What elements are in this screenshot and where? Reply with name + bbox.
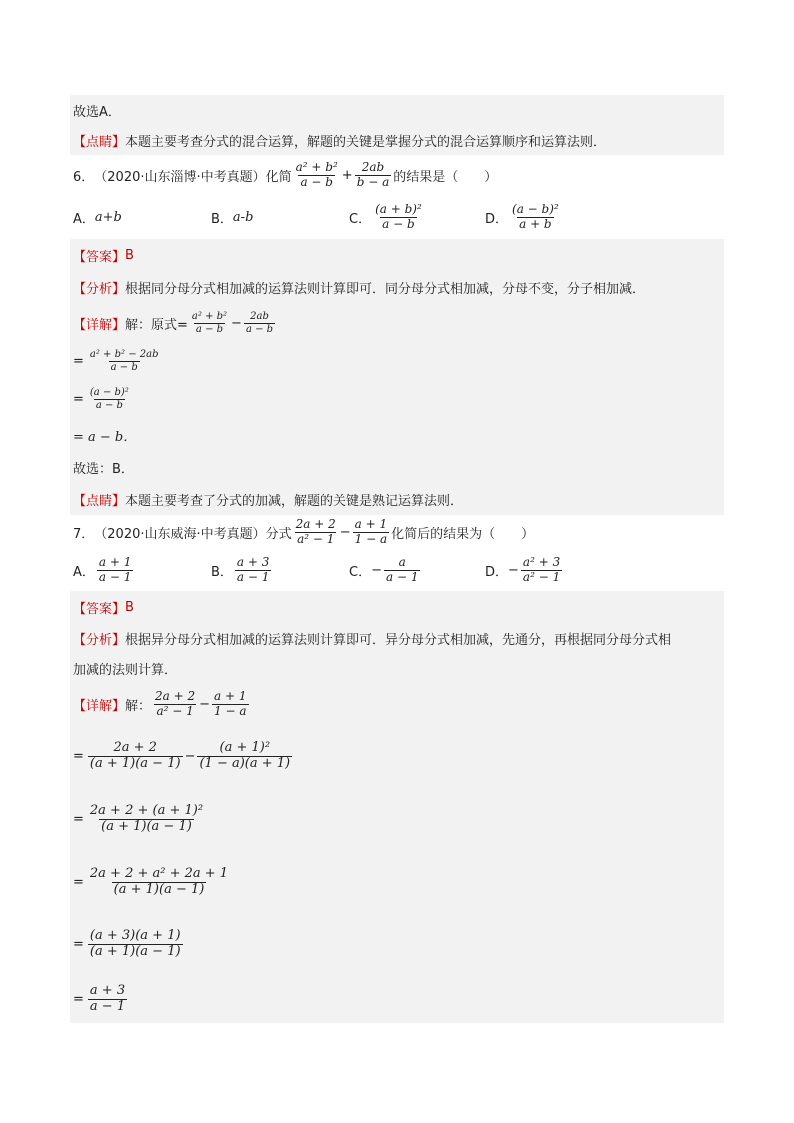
q7-analysis-line-2	[70, 653, 724, 683]
q7-option-b-den: a − 1	[236, 569, 270, 584]
q7-lead: 分式	[265, 526, 292, 542]
q7-analysis-1: 根据异分母分式相加减的运算法则计算即可．异分母分式相加减，先通分，再根据同分母分式相	[125, 632, 672, 648]
q6-option-c-den: a − b	[382, 216, 415, 231]
q6-plus: +	[341, 167, 353, 183]
prev-choice-line	[70, 95, 724, 125]
q7-d3-den: (a + 1)(a − 1)	[113, 881, 205, 897]
q7-d3-line	[70, 851, 724, 913]
q7-d0-b-num: a + 1	[214, 688, 247, 703]
q7-d3-eq: =	[73, 874, 84, 890]
q7-analysis-2: 加减的法则计算．	[73, 662, 178, 678]
q6-step0-frac-b	[244, 311, 275, 335]
q7-option-c-label: C．	[349, 564, 372, 580]
q7-option-b-num: a + 3	[236, 554, 270, 569]
q7-frac2-den: 1 − a	[354, 531, 388, 546]
q7-minus: −	[339, 524, 351, 540]
q7-d2-num: 2a + 2 + (a + 1)²	[89, 802, 204, 818]
q7-d1-minus: −	[184, 748, 196, 764]
q6-step0-a-den: a − b	[195, 323, 224, 335]
q6-option-c-label: C．	[349, 211, 372, 227]
prev-note-text: 本题主要考查分式的混合运算，解题的关键是掌握分式的混合运算顺序和运算法则．	[125, 134, 607, 150]
q6-frac1-num: a² + b²	[295, 159, 338, 174]
q7-detail-line	[70, 683, 724, 725]
q6-step2-den: a − b	[95, 399, 123, 411]
q7-option-d-den: a² − 1	[522, 569, 561, 584]
q6-source: （2020·山东淄博·中考真题）	[94, 169, 266, 185]
q7-answer: B	[125, 599, 134, 615]
q6-step0-frac-a	[190, 311, 229, 335]
q7-frac1	[294, 518, 338, 547]
q6-frac2-num: 2ab	[361, 159, 385, 174]
q7-source: （2020·山东威海·中考真题）	[94, 526, 266, 542]
q6-analysis-tag: 【分析】	[73, 281, 126, 297]
q7-answer-line	[70, 591, 724, 623]
q6-option-d-num: (a − b)²	[512, 201, 559, 216]
q7-detail-tag: 【详解】	[73, 698, 126, 714]
q7-answer-tag: 【答案】	[73, 601, 126, 617]
q7-d2-den: (a + 1)(a − 1)	[101, 818, 192, 834]
q6-step1-den: a − b	[110, 361, 138, 373]
q6-step3: = a − b．	[73, 429, 137, 445]
q7-tail: 化简后的结果为（ ）	[391, 526, 535, 542]
q6-tail: 的结果是（ ）	[393, 169, 498, 185]
q6-option-d[interactable]	[485, 203, 563, 232]
q6-option-d-den: a + b	[519, 216, 552, 231]
q7-option-d-num: a² + 3	[522, 554, 561, 569]
q7-option-a-den: a − 1	[98, 569, 132, 584]
q7-frac2	[353, 518, 389, 547]
q6-frac1	[294, 161, 340, 190]
q6-step0-b-den: a − b	[245, 323, 274, 335]
q6-option-d-label: D．	[485, 211, 509, 227]
q7-d0-frac-a	[153, 690, 197, 719]
q6-step1-num: a² + b² − 2ab	[89, 349, 159, 360]
q7-d0-minus: −	[199, 696, 211, 712]
q7-d1-eq: =	[73, 748, 84, 764]
q7-option-b-frac	[235, 556, 271, 585]
q6-option-b-text: a-b	[232, 209, 254, 225]
q7-d0-a-num: 2a + 2	[155, 688, 196, 703]
q7-d4-line	[70, 913, 724, 975]
q6-step2-num: (a − b)²	[89, 387, 129, 398]
q7-options	[70, 549, 724, 591]
q6-lead: 化简	[265, 169, 292, 185]
q7-d5-den: a − 1	[89, 998, 126, 1014]
q7-d1-a-num: 2a + 2	[113, 739, 157, 755]
q6-frac2-den: b − a	[356, 174, 390, 189]
q7-option-c-frac	[384, 556, 420, 585]
q7-option-c-den: a − 1	[385, 569, 419, 584]
q7-d5-num: a + 3	[89, 982, 126, 998]
q7-d3-frac	[88, 867, 230, 898]
q6-step2-line	[70, 379, 724, 419]
q7-d1-b-den: (1 − a)(a + 1)	[199, 755, 291, 771]
q7-d0-a-den: a² − 1	[156, 703, 194, 718]
q6-answer: B	[125, 247, 134, 263]
q6-option-c-num: (a + b)²	[375, 201, 422, 216]
q6-step3-line	[70, 419, 724, 451]
q6-choice-line	[70, 451, 724, 483]
q6-answer-line	[70, 239, 724, 271]
q6-step2-frac	[88, 387, 131, 411]
q7-d0-frac-b	[212, 690, 248, 719]
q6-step1-frac	[88, 349, 161, 373]
q7-option-d[interactable]	[485, 556, 564, 585]
q6-note-line	[70, 483, 724, 515]
q7-option-a-label: A．	[73, 564, 95, 580]
q6-step0-a-num: a² + b²	[191, 311, 228, 322]
prev-note-line	[70, 125, 724, 155]
q7-option-d-label: D．	[485, 564, 509, 580]
q6-note: 本题主要考查了分式的加减，解题的关键是熟记运算法则．	[125, 493, 464, 509]
q7-d5-eq: =	[73, 991, 84, 1007]
q6-frac2	[355, 161, 392, 190]
q6-stem	[70, 155, 724, 195]
q6-detail-line	[70, 303, 724, 343]
q6-option-b[interactable]	[211, 208, 253, 227]
q6-step0-b-num: 2ab	[250, 311, 269, 322]
q6-options	[70, 195, 724, 239]
q7-d1-line	[70, 725, 724, 787]
q7-d2-line	[70, 787, 724, 851]
q6-choice: 故选：B．	[73, 461, 134, 477]
q6-analysis: 根据同分母分式相加减的运算法则计算即可．同分母分式相加减，分母不变，分子相加减．	[125, 281, 646, 297]
q7-d4-den: (a + 1)(a − 1)	[89, 943, 181, 959]
q7-d1-frac-a	[88, 741, 183, 772]
q6-option-b-label: B．	[211, 211, 233, 227]
q7-frac1-num: 2a + 2	[295, 516, 336, 531]
q7-option-b[interactable]	[211, 556, 273, 585]
q6-step1-eq: =	[73, 353, 84, 369]
q6-analysis-line	[70, 271, 724, 303]
q7-d1-a-den: (a + 1)(a − 1)	[89, 755, 181, 771]
q7-d2-eq: =	[73, 811, 84, 827]
q6-option-d-frac	[510, 203, 561, 232]
q7-option-a[interactable]	[73, 556, 135, 585]
q7-option-c-num: a	[398, 554, 406, 569]
q6-step2-eq: =	[73, 391, 84, 407]
prev-choice: 故选A．	[73, 104, 121, 120]
q6-number: 6．	[73, 169, 95, 185]
q7-option-a-frac	[97, 556, 133, 585]
q7-option-c-prefix: −	[371, 562, 382, 578]
q7-detail-lead: 解：	[125, 698, 152, 714]
q7-stem	[70, 515, 724, 549]
q6-answer-tag: 【答案】	[73, 249, 126, 265]
q6-option-a-text: a+b	[94, 209, 122, 225]
q7-d3-num: 2a + 2 + a² + 2a + 1	[89, 865, 229, 881]
q7-option-a-num: a + 1	[98, 554, 132, 569]
q6-option-c-frac	[373, 203, 424, 232]
q7-d4-frac	[88, 929, 183, 960]
q7-frac1-den: a² − 1	[297, 531, 335, 546]
q7-d5-line	[70, 975, 724, 1023]
q6-step0-minus: −	[231, 315, 242, 331]
q7-option-d-prefix: −	[508, 562, 519, 578]
q7-option-d-frac	[521, 556, 562, 585]
q6-detail-lead: 解：原式=	[125, 317, 188, 333]
q6-note-tag: 【点睛】	[73, 493, 126, 509]
q7-analysis-tag: 【分析】	[73, 632, 126, 648]
q7-option-b-label: B．	[211, 564, 233, 580]
q7-d4-eq: =	[73, 936, 84, 952]
document-page	[70, 95, 724, 1023]
q6-option-a[interactable]	[73, 208, 122, 227]
q7-option-c[interactable]	[349, 556, 422, 585]
q6-option-a-label: A．	[73, 211, 95, 227]
q7-d5-frac	[88, 984, 127, 1015]
q7-analysis-line-1	[70, 623, 724, 653]
q7-d1-frac-b	[197, 741, 292, 772]
prev-note-tag: 【点睛】	[73, 134, 126, 150]
q7-d4-num: (a + 3)(a + 1)	[89, 927, 181, 943]
q6-detail-tag: 【详解】	[73, 317, 126, 333]
q6-step1-line	[70, 343, 724, 379]
q7-number: 7．	[73, 526, 95, 542]
q7-frac2-num: a + 1	[354, 516, 388, 531]
q7-d0-b-den: 1 − a	[214, 703, 247, 718]
q7-d2-frac	[88, 804, 205, 835]
q7-d1-b-num: (a + 1)²	[219, 739, 271, 755]
q6-option-c[interactable]	[349, 203, 426, 232]
q6-frac1-den: a − b	[300, 174, 333, 189]
